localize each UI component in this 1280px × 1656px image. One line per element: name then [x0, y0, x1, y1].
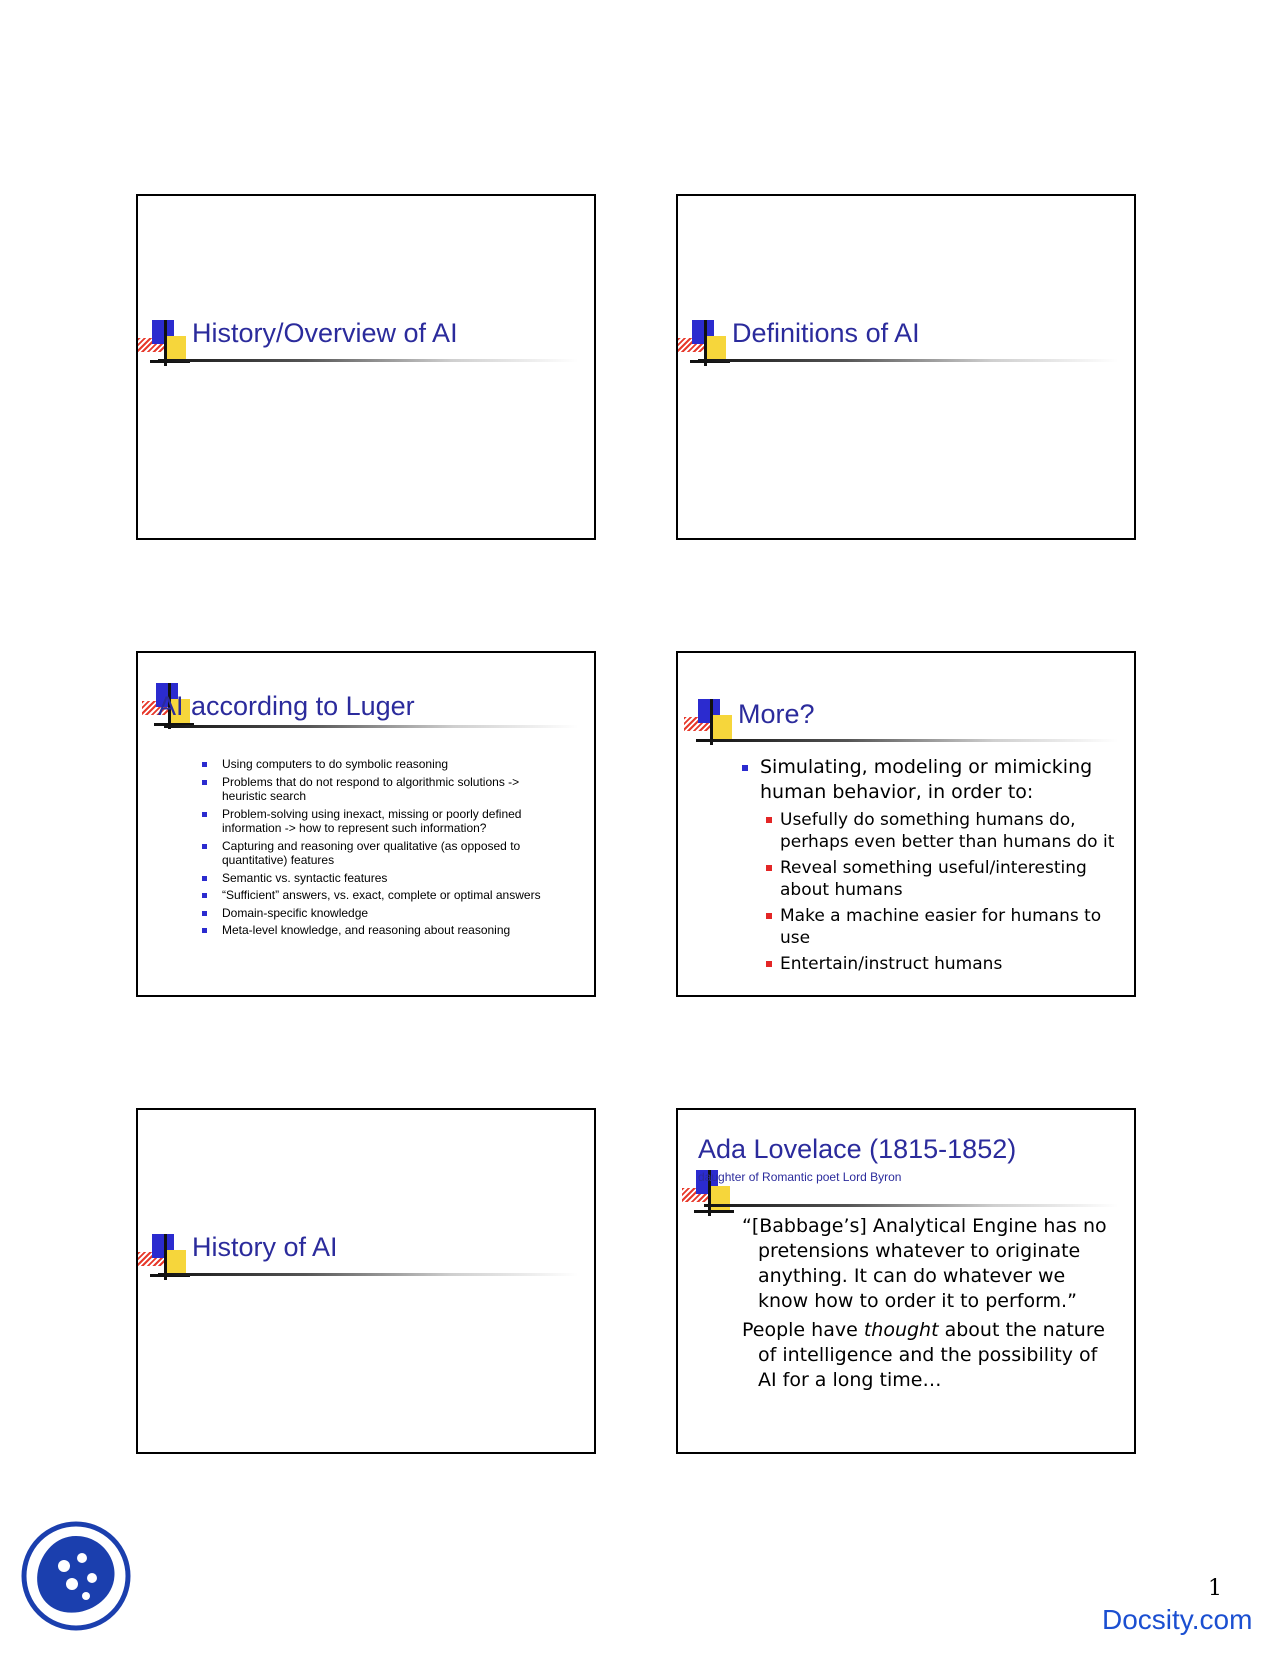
title-rule [698, 359, 1118, 362]
title-rule [164, 725, 578, 728]
title-rule [158, 359, 578, 362]
slide-title: AI according to Luger [158, 691, 415, 721]
list-item: Capturing and reasoning over qualitative (as opposed to quantitative) features [202, 839, 562, 868]
slide-subtitle: daughter of Romantic poet Lord Byron [698, 1170, 902, 1184]
title-decoration-icon [138, 1234, 194, 1288]
list-item: Reveal something useful/interesting about humans [766, 857, 1122, 901]
slide-title: History/Overview of AI [192, 318, 458, 348]
list-item: “Sufficient” answers, vs. exact, complete or optimal answers [202, 888, 562, 903]
title-decoration-icon [678, 320, 734, 374]
title-rule [158, 1273, 578, 1276]
title-rule [704, 739, 1118, 742]
closing-text [742, 1318, 1114, 1393]
quote-block [742, 1214, 1114, 1397]
slide-more [676, 651, 1136, 997]
list-item: Problems that do not respond to algorithmic solutions -> heuristic search [202, 775, 562, 804]
list-item: Meta-level knowledge, and reasoning about reasoning [202, 923, 562, 938]
main-bullet: Simulating, modeling or mimicking human behavior, in order to: [742, 755, 1122, 805]
sub-bullet-list [742, 809, 1122, 975]
list-item: Problem-solving using inexact, missing or poorly defined information -> how to represent such information? [202, 807, 562, 836]
slide-ada-lovelace [676, 1108, 1136, 1454]
slide-definitions [676, 194, 1136, 540]
slide-title: Definitions of AI [732, 318, 920, 348]
docsity-logo-icon [20, 1520, 132, 1632]
slide-title: History of AI [192, 1232, 338, 1262]
text-segment: about the nature of intelligence and the possibility of AI for a long time… [758, 1319, 1105, 1391]
slide-history [136, 1108, 596, 1454]
lovelace-quote: “[Babbage’s] Analytical Engine has no pretensions whatever to originate anything. It can do whatever we know how to order it to perform.” [742, 1215, 1107, 1312]
slide-history-overview [136, 194, 596, 540]
bullet-list [202, 757, 562, 941]
text-segment: People have [742, 1319, 864, 1341]
slide-title: More? [738, 699, 815, 729]
brand-link[interactable]: Docsity.com [1102, 1604, 1253, 1635]
slide-luger [136, 651, 596, 997]
title-rule [704, 1204, 1118, 1207]
slide-title: Ada Lovelace (1815-1852) [698, 1134, 1017, 1164]
bullet-list [742, 755, 1122, 975]
title-decoration-icon [138, 320, 194, 374]
list-item: Entertain/instruct humans [766, 953, 1122, 975]
list-item: Domain-specific knowledge [202, 906, 562, 921]
list-item: Using computers to do symbolic reasoning [202, 757, 562, 772]
list-item: Usefully do something humans do, perhaps even better than humans do it [766, 809, 1122, 853]
emphasis-text: thought [863, 1319, 939, 1341]
page-number: 1 [1208, 1576, 1222, 1601]
list-item: Semantic vs. syntactic features [202, 871, 562, 886]
title-decoration-icon [684, 699, 740, 753]
list-item: Make a machine easier for humans to use [766, 905, 1122, 949]
